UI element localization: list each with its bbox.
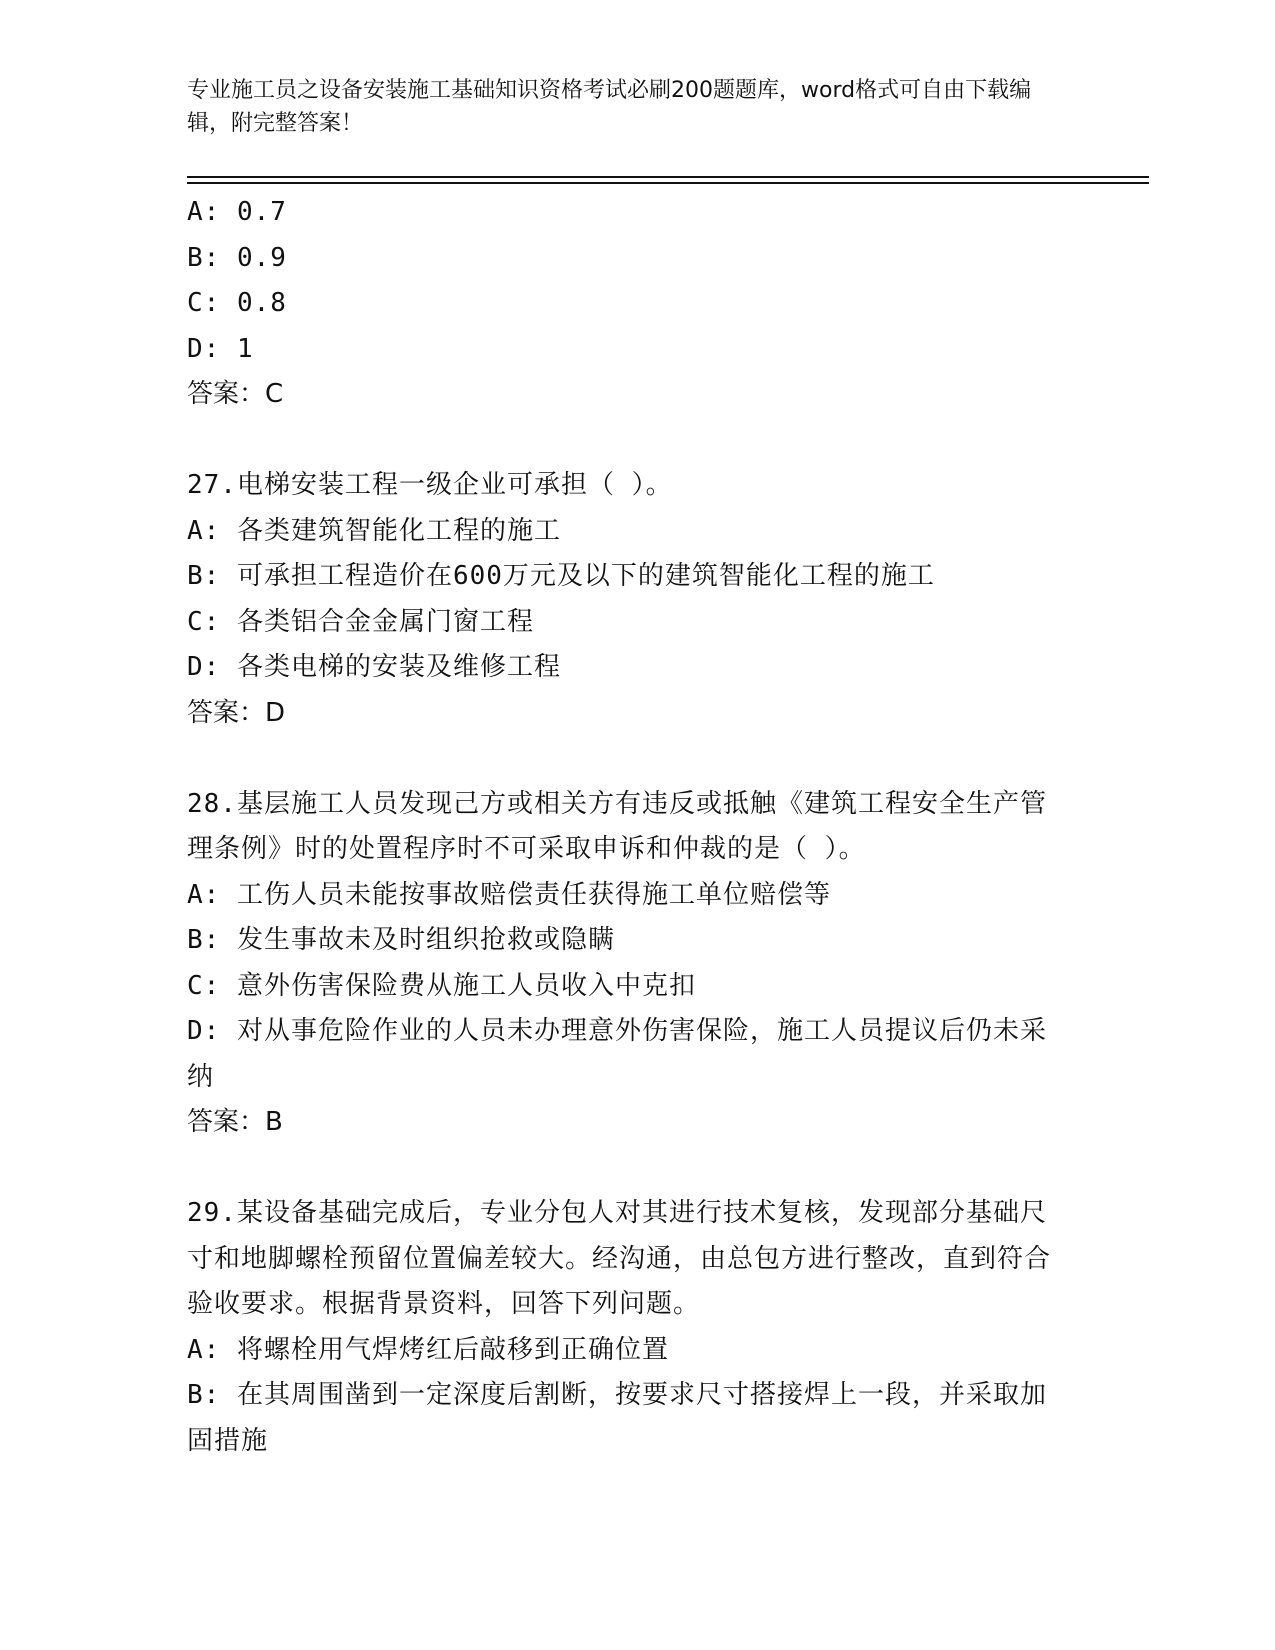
header-rule-top [187, 176, 1149, 178]
q28-option-b: B: 发生事故未及时组织抢救或隐瞒 [187, 925, 615, 955]
q26-answer: 答案：C [187, 379, 284, 409]
q27-answer: 答案：D [187, 697, 286, 728]
q26-option-c: C: 0.8 [187, 288, 287, 318]
question-content [187, 190, 1067, 1464]
q29-question: 29.某设备基础完成后，专业分包人对其进行技术复核，发现部分基础尺寸和地脚螺栓预留位置偏差较大。经沟通，由总包方进行整改，直到符合验收要求。根据背景资料，回答下列问题。 [187, 1198, 1052, 1319]
q29-option-b: B: 在其周围凿到一定深度后割断，按要求尺寸搭接焊上一段，并采取加固措施 [187, 1380, 1047, 1456]
q29-option-a: A: 将螺栓用气焊烤红后敲移到正确位置 [187, 1334, 669, 1365]
q28-option-c: C: 意外伤害保险费从施工人员收入中克扣 [187, 970, 696, 1001]
spacer [187, 1146, 1067, 1192]
q28-question: 28.基层施工人员发现己方或相关方有违反或抵触《建筑工程安全生产管理条例》时的处置程序时不可采取申诉和仲裁的是（ ）。 [187, 788, 1047, 864]
q26-option-a: A: 0.7 [187, 197, 287, 227]
q27-option-c: C: 各类铝合金金属门窗工程 [187, 606, 534, 637]
q28-answer: 答案：B [187, 1107, 283, 1137]
q27-option-b: B: 可承担工程造价在600万元及以下的建筑智能化工程的施工 [187, 561, 935, 591]
q28-option-a: A: 工伤人员未能按事故赔偿责任获得施工单位赔偿等 [187, 879, 831, 910]
q28-option-d: D: 对从事危险作业的人员未办理意外伤害保险，施工人员提议后仍未采纳 [187, 1016, 1047, 1092]
spacer [187, 736, 1067, 782]
q27-option-d: D: 各类电梯的安装及维修工程 [187, 652, 561, 682]
page-header: 专业施工员之设备安装施工基础知识资格考试必刷200题题库，word格式可自由下载编辑，附完整答案！ [187, 78, 1032, 136]
spacer [187, 418, 1067, 464]
header-rule-bottom [187, 182, 1149, 184]
q27-option-a: A: 各类建筑智能化工程的施工 [187, 515, 561, 546]
q27-question: 27.电梯安装工程一级企业可承担（ ）。 [187, 470, 673, 500]
q26-option-b: B: 0.9 [187, 242, 287, 273]
q26-option-d: D: 1 [187, 333, 254, 364]
